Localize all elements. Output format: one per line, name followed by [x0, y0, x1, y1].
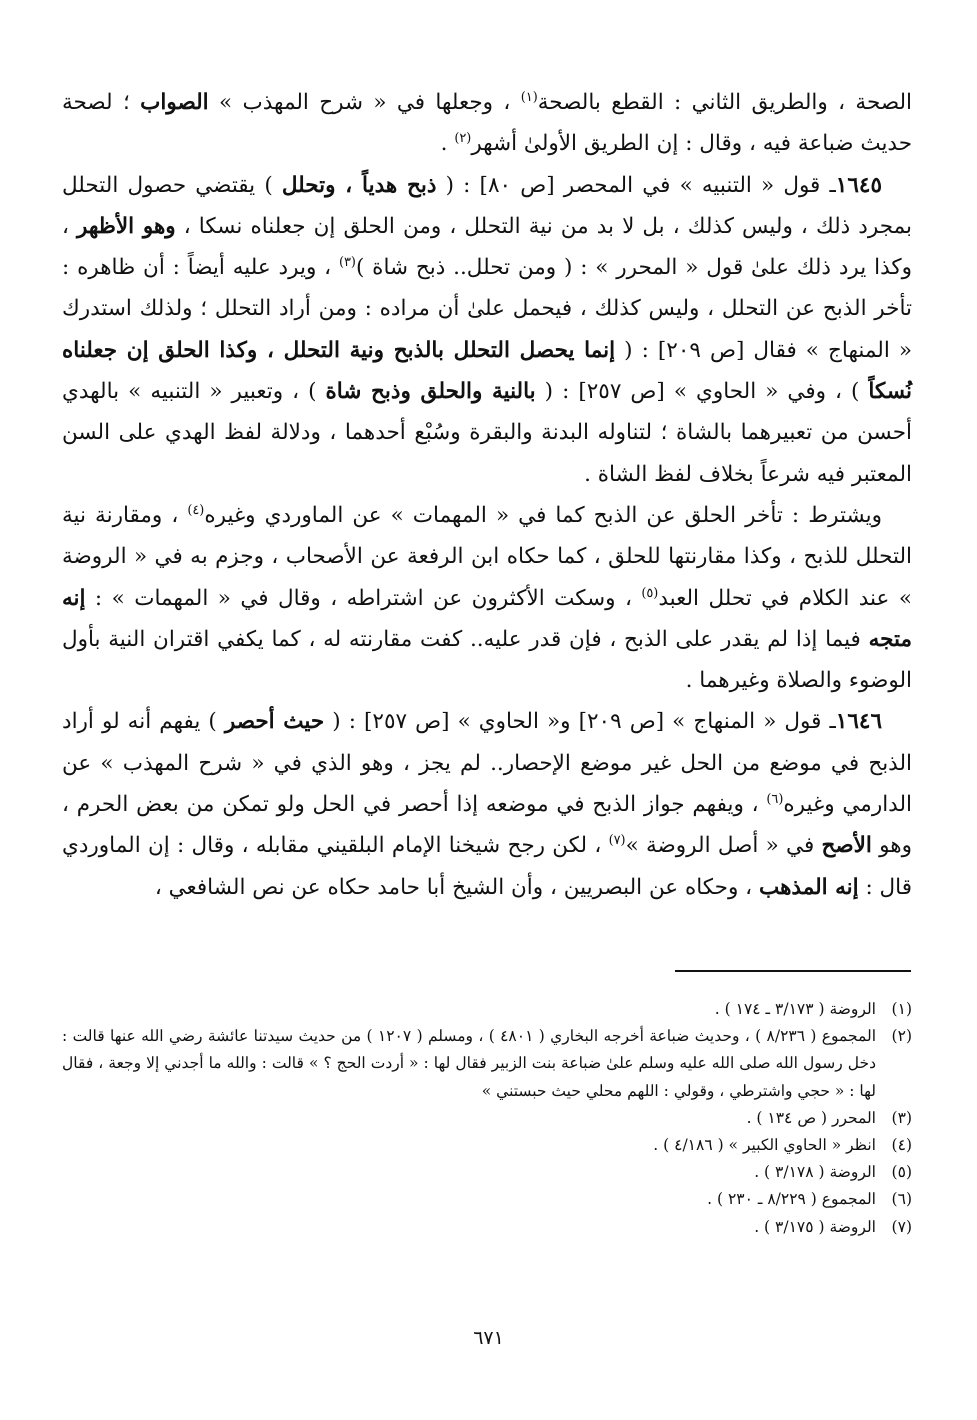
main-text — [62, 82, 912, 908]
bold-text: إنه متجه — [62, 585, 912, 652]
footnote-ref: (١) — [520, 89, 538, 105]
bold-text: وهو الأظهر — [77, 213, 176, 239]
text-run: ، وسكت الأكثرون عن اشتراطه ، وقال في « المهمات » : — [85, 585, 642, 611]
footnote-number: (٦) — [891, 1190, 912, 1209]
footnote-separator — [675, 970, 911, 972]
footnote-ref: (٦) — [766, 791, 784, 807]
paragraph-2 — [62, 165, 912, 495]
bold-text: الأصح — [821, 833, 872, 859]
footnote-text: الروضة ( ٣/١٧٨ ) . — [754, 1163, 876, 1182]
text-run: ) ، وتعبير « التنبيه » بالهدي أحسن من تعبيرهما بالشاة ؛ لتناوله البدنة والبقرة وسُبْع أحدهما ، ودلالة لفظ الهدي على السن المعتبر فيه شرعاً بخلاف لفظ الشاة . — [62, 379, 912, 487]
text-run: في « أصل الروضة » — [625, 833, 822, 859]
paragraph-1 — [62, 82, 912, 165]
text-run: ) ، وفي « الحاوي » [ص ٢٥٧] : ( — [535, 379, 869, 405]
bold-text: ١٦٤٦ — [835, 709, 882, 735]
footnote-ref: (٧) — [608, 833, 626, 849]
text-run: فيما إذا لم يقدر على الذبح ، فإن قدر عليه.. كفت مقارنته له ، كما يكفي اقتران النية بأول الوضوء والصلاة وغيرهما . — [62, 626, 912, 694]
bold-text: بالنية والحلق وذبح شاة — [325, 379, 536, 405]
footnote-number: (٢) — [891, 1027, 912, 1046]
bold-text: حيث أحصر — [224, 709, 325, 735]
footnote-text: انظر « الحاوي الكبير » ( ٤/١٨٦ ) . — [653, 1136, 876, 1155]
footnote-number: (٤) — [891, 1136, 912, 1155]
footnote-text: الروضة ( ٣/١٧٥ ) . — [754, 1217, 876, 1236]
footnote-number: (٣) — [891, 1108, 912, 1127]
footnote-ref: (٤) — [187, 502, 205, 518]
text-run: ، ويرد عليه أيضاً : أن ظاهره : تأخر الذبح عن التحلل ، وليس كذلك ، فيحمل علىٰ أن مراده : ومن أراد التحلل ؛ ولذلك استدرك « المنهاج » فقال [ص ٢٠٩] : ( — [62, 255, 913, 363]
text-run: ) يفهم أنه لو أراد الذبح في موضع من الحل غير موضع الإحصار.. لم يجز ، وهو الذي في « شرح المهذب » عن الدارمي وغيره — [62, 709, 912, 818]
footnote-2 — [62, 1023, 912, 1105]
footnotes — [62, 996, 912, 1241]
text-run: ـ قول « المنهاج » [ص ٢٠٩] و« الحاوي » [ص ٢٥٧] : ( — [324, 709, 836, 735]
footnote-ref: (٢) — [454, 131, 472, 147]
text-run: . — [440, 131, 455, 157]
text-run: ، وحكاه عن البصريين ، وأن الشيخ أبا حامد حكاه عن نص الشافعي ، — [154, 874, 759, 900]
text-run: ؛ لصحة حديث ضباعة فيه ، وقال : إن الطريق الأولىٰ أشهر — [62, 90, 912, 157]
paragraph-4 — [62, 701, 912, 907]
bold-text: إنه المذهب — [758, 874, 859, 900]
footnote-ref: (٣) — [338, 255, 356, 271]
footnote-7 — [62, 1214, 912, 1241]
bold-text: الصواب — [140, 90, 209, 115]
footnote-4 — [62, 1132, 912, 1159]
bold-text: ذبح هدياً ، وتحلل — [281, 172, 437, 198]
footnote-number: (٥) — [891, 1163, 912, 1182]
text-run: ويشترط : تأخر الحلق عن الذبح كما في « المهمات » عن الماوردي وغيره — [204, 502, 882, 528]
bold-text: ١٦٤٥ — [835, 172, 882, 198]
footnote-number: (١) — [891, 1000, 912, 1018]
text-run: ، وكذا يرد ذلك علىٰ قول « المحرر » : ( ومن تحلل.. ذبح شاة ) — [62, 213, 912, 281]
text-run: ، ويفهم جواز الذبح في موضعه إذا أحصر في الحل ولو تمكن من بعض الحرم ، وهو — [62, 792, 912, 859]
text-run: الصحة ، والطريق الثاني : القطع بالصحة — [537, 90, 913, 115]
text-run: ـ قول « التنبيه » في المحصر [ص ٨٠] : ( — [436, 172, 836, 198]
footnote-3 — [62, 1105, 912, 1132]
footnote-1 — [62, 996, 912, 1023]
footnote-text: المجموع ( ٨/٢٢٩ ـ ٢٣٠ ) . — [707, 1190, 876, 1209]
footnote-text: المجموع ( ٨/٢٣٦ ) ، وحديث ضباعة أخرجه البخاري ( ٤٨٠١ ) ، ومسلم ( ١٢٠٧ ) من حديث سيدتنا عائشة رضي الله عنها قالت : دخل رسول الله صلى الله عليه وسلم علىٰ ضباعة بنت الزبير فقال لها : « أردت الحج ؟ » قالت : والله ما أجدني إلا وجعة ، فقال لها : « حجي واشترطي ، وقولي : اللهم محلي حيث حبستني » — [62, 1027, 876, 1100]
footnote-text: الروضة ( ٣/١٧٣ ـ ١٧٤ ) . — [714, 1000, 876, 1018]
text-run: ، ومقارنة نية التحلل للذبح ، وكذا مقارنتها للحلق ، كما حكاه ابن الرفعة عن الأصحاب ، وجزم به في « الروضة » عند الكلام في تحلل العبد — [62, 502, 912, 611]
paragraph-3 — [62, 495, 912, 701]
text-run: ، لكن رجح شيخنا الإمام البلقيني مقابله ، وقال : إن الماوردي قال : — [62, 833, 912, 900]
footnote-5 — [62, 1159, 912, 1186]
bold-text: إنما يحصل التحلل بالذبح ونية التحلل ، وكذا الحلق إن جعلناه نُسكاً — [62, 337, 912, 405]
text-run: ) يقتضي حصول التحلل بمجرد ذلك ، وليس كذلك ، بل لا بد من نية التحلل ، ومن الحلق إن جعلناه نسكا ، — [62, 172, 912, 239]
footnote-6 — [62, 1186, 912, 1213]
text-run: ، وجعلها في « شرح المهذب » — [208, 90, 521, 115]
footnote-ref: (٥) — [641, 585, 659, 601]
page-number: ٦٧١ — [473, 1327, 504, 1349]
footnote-text: المحرر ( ص ١٣٤ ) . — [746, 1108, 876, 1127]
footnote-number: (٧) — [891, 1217, 912, 1236]
